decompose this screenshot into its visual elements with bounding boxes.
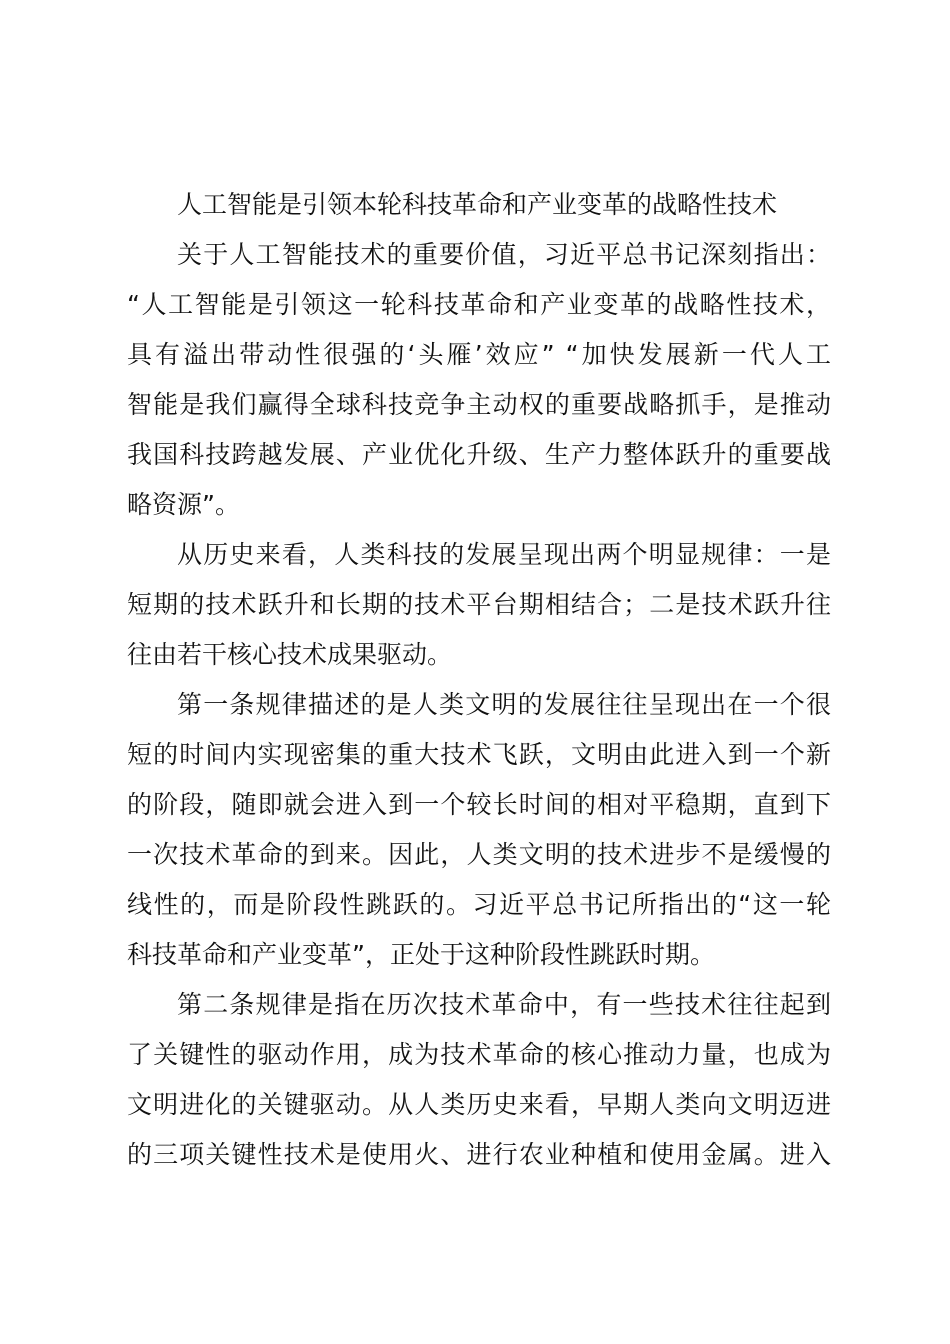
text-line: 略资源”。 [127, 490, 240, 519]
text-line: 具有溢出带动性很强的‘头雁’效应” “加快发展新一代人工 [127, 340, 831, 369]
text-line: 智能是我们赢得全球科技竞争主动权的重要战略抓手，是推动 [127, 390, 831, 419]
text-line: “人工智能是引领这一轮科技革命和产业变革的战略性技术， [127, 290, 831, 319]
text-line: 了关键性的驱动作用，成为技术革命的核心推动力量，也成为 [127, 1040, 831, 1069]
text-line: 我国科技跨越发展、产业优化升级、生产力整体跃升的重要战 [127, 440, 831, 469]
paragraph-2 [127, 530, 831, 680]
text-line: 的三项关键性技术是使用火、进行农业种植和使用金属。进入 [127, 1140, 831, 1169]
text-line: 第一条规律描述的是人类文明的发展往往呈现出在一个很 [177, 690, 831, 719]
text-line: 短的时间内实现密集的重大技术飞跃，文明由此进入到一个新 [127, 740, 831, 769]
document-body [127, 180, 831, 1180]
text-line: 的阶段，随即就会进入到一个较长时间的相对平稳期，直到下 [127, 790, 831, 819]
text-line: 从历史来看，人类科技的发展呈现出两个明显规律：一是 [177, 540, 831, 569]
text-line: 往由若干核心技术成果驱动。 [127, 640, 453, 669]
text-line: 第二条规律是指在历次技术革命中，有一些技术往往起到 [177, 990, 831, 1019]
text-line: 科技革命和产业变革”，正处于这种阶段性跳跃时期。 [127, 940, 715, 969]
paragraph-3 [127, 680, 831, 980]
section-heading: 人工智能是引领本轮科技革命和产业变革的战略性技术 [177, 190, 778, 219]
text-line: 文明进化的关键驱动。从人类历史来看，早期人类向文明迈进 [127, 1090, 831, 1119]
paragraph-1 [127, 230, 831, 530]
text-line: 短期的技术跃升和长期的技术平台期相结合；二是技术跃升往 [127, 590, 831, 619]
text-line: 线性的，而是阶段性跳跃的。习近平总书记所指出的“这一轮 [127, 890, 831, 919]
paragraph-4 [127, 980, 831, 1180]
text-line: 一次技术革命的到来。因此，人类文明的技术进步不是缓慢的 [127, 840, 831, 869]
text-line: 关于人工智能技术的重要价值，习近平总书记深刻指出： [177, 240, 831, 269]
